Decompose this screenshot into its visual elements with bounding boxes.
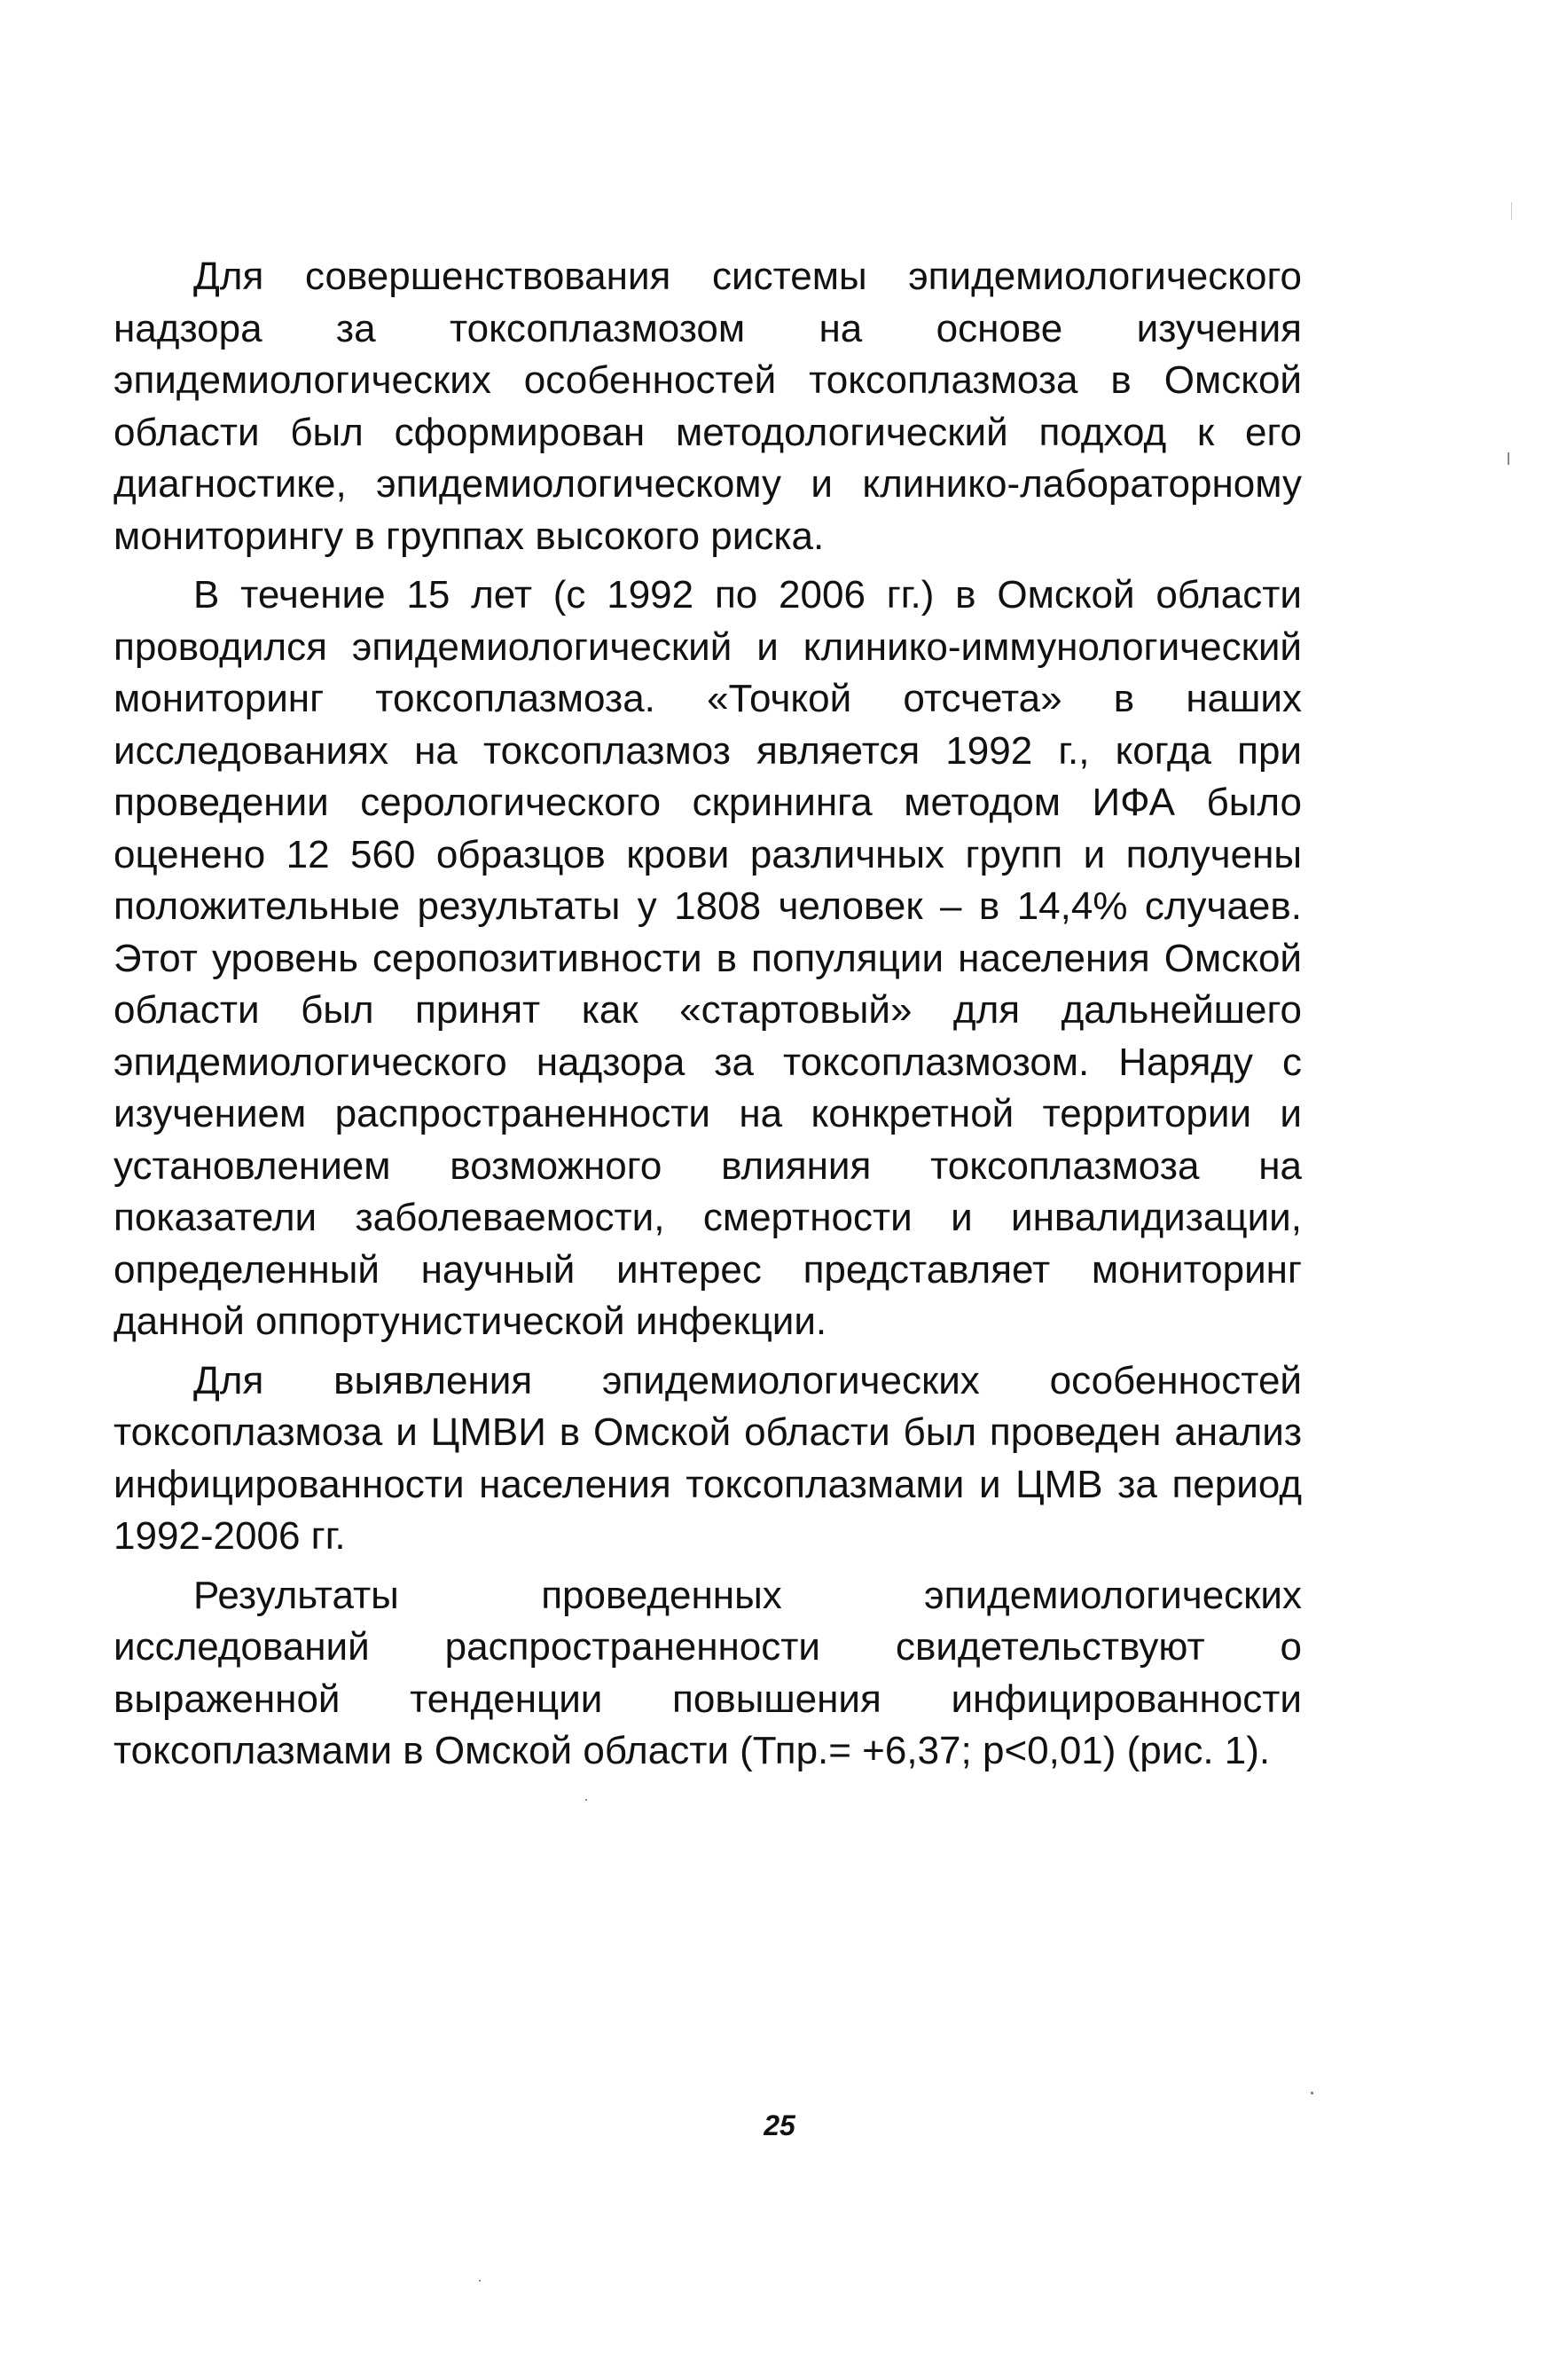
body-text <box>114 251 1302 1778</box>
scan-speck <box>1311 2092 1313 2094</box>
scan-speck <box>1511 202 1512 220</box>
scan-speck <box>479 2280 481 2282</box>
scan-speck <box>585 1799 587 1801</box>
page-number: 25 <box>764 2109 795 2141</box>
paragraph-3: Для выявления эпидемиологических особенностей токсоплазмоза и ЦМВИ в Омской области был проведен анализ инфицированности населения токсоплазмами и ЦМВ за период 1992-2006 гг. <box>114 1358 1302 1558</box>
paragraph-2: В течение 15 лет (с 1992 по 2006 гг.) в Омской области проводился эпидемиологический и клинико-иммунологический мониторинг токсоплазмоза. «Точкой отсчета» в наших исследованиях на токсоплазмоз является 1992 г., когда при проведении серологического скрининга методом ИФА было оценено 12 560 образцов крови различных групп и получены положительные результаты у 1808 человек – в 14,4% случаев. Этот уровень серопозитивности в популяции населения Омской области был принят как «стартовый» для дальнейшего эпидемиологического надзора за токсоплазмозом. Наряду с изучением распространенности на конкретной территории и установлением возможного влияния токсоплазмоза на показатели заболеваемости, смертности и инвалидизации, определенный научный интерес представляет мониторинг данной оппортунистической инфекции. <box>114 573 1302 1343</box>
paragraph-4: Результаты проведенных эпидемиологических исследований распространенности свидетельствуют о выраженной тенденции повышения инфицированности токсоплазмами в Омской области (Тпр.= +6,37; p<0,01) (рис. 1). <box>114 1573 1302 1772</box>
paragraph-1: Для совершенствования системы эпидемиологического надзора за токсоплазмозом на основе изучения эпидемиологических особенностей токсоплазмоза в Омской области был сформирован методологический подход к его диагностике, эпидемиологическому и клинико-лабораторному мониторингу в группах высокого риска. <box>114 255 1302 558</box>
scan-speck <box>1508 452 1509 465</box>
